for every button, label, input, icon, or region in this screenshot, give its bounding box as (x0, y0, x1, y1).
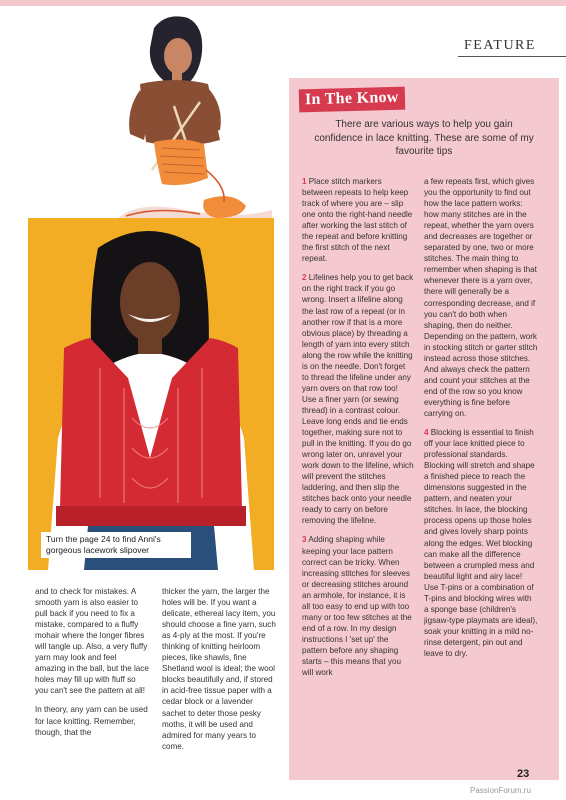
body-paragraph-3: thicker the yarn, the larger the holes will be. If you want a delicate, ethereal lacy item, you should choose a fine yarn, such as 4-ply at the most. If you're thinking of knitting heirloom pieces, like shawls, fine Shetland wool is ideal; the wool blocks beautifully and, if stored in acid-free tissue paper with a cedar block or a lavender sachet to deter those pesky moths, it will be used and admired for many years to come. (162, 587, 276, 751)
tip-2-text: Lifelines help you to get back on the right track if you go wrong. Insert a lifeline along the last row of a repeat (or in another row if that is a more obvious place) by threading a length of yarn into every stitch along the row while the knitting is on the needle. Don't forget to thread the lifeline under any yarn overs on that row too! Use a finer yarn (or sewing thread) in a contrast colour. Leave long ends and tie ends together, making sure not to pull in the knitting. If you do go wrong later on, unravel your work down to the lifeline, which will prevent the stitches laddering, and then slip the stitches back onto your needle ready to carry on before removing the lifeline. (302, 273, 414, 526)
tip-4-text: Blocking is essential to finish off your lace knitted piece to professional standards. Blocking will stretch and shape a finished piece to reach the dimensions suggested in the pattern, and neaten your stitches. In lace, the blocking process opens up those holes and gives lovely sharp points along the edges. Wet blocking can make all the difference between a crumpled mess and beautiful light and airy lace! Use T-pins or a combination of T-pins and blocking wires with a sponge base (children's jigsaw-type playmats are ideal), soak your knitting in a mild no-rinse detergent, pin out and leave to dry. (424, 428, 538, 658)
tip-3-text: Adding shaping while keeping your lace pattern correct can be tricky. When increasing stitches for sleeves or decreasing stitches around an armhole, for instance, it is all too easy to end up with too many or too few stitches at the end of a row. In my design instructions I 'set up' the pattern before any shaping starts – this means that you will work (302, 535, 412, 678)
panel-column-right (424, 176, 538, 667)
tip-2-number: 2 (302, 273, 307, 283)
body-column-2 (162, 586, 278, 760)
panel-column-left (302, 176, 414, 686)
tip-3-number: 3 (302, 535, 307, 545)
page-number: 23 (517, 768, 530, 780)
body-paragraph-2: In theory, any yarn can be used for lace knitting. Remember, though, that the (35, 705, 148, 737)
tip-4 (424, 427, 538, 659)
tip-3 (302, 534, 414, 678)
model-photo (28, 218, 274, 570)
knitting-illustration (96, 10, 272, 220)
panel-intro: There are various ways to help you gain confidence in lace knitting. These are some of my favourite tips (314, 119, 534, 157)
top-accent-bar (0, 0, 566, 6)
section-label: FEATURE (464, 38, 536, 53)
body-paragraph-1: and to check for mistakes. A smooth yarn is also easier to pull back if you need to fix a mistake, compared to a fluffy mohair where the longer fibres will tangle up. Also, a very fluffy yarn may look and feel amazing in the ball, but the lace holes may fill up with fluff so you can't see the pattern at all! (35, 587, 149, 696)
tip-4-number: 4 (424, 428, 429, 438)
watermark: PassionForum.ru (470, 786, 531, 795)
tip-1-text: Place stitch markers between repeats to help keep track of where you are – slip one onto the right-hand needle after working the last stitch of the repeat and before knitting the first stitch of the next repeat. (302, 177, 413, 264)
panel-title: In The Know (299, 87, 405, 113)
section-rule (458, 56, 566, 57)
photo-caption: Turn the page 24 to find Anni's gorgeous lacework slipover (41, 532, 191, 558)
tip-1-number: 1 (302, 177, 307, 186)
tip-2 (302, 272, 414, 526)
tip-1 (302, 176, 414, 264)
tip-3-continued: a few repeats first, which gives you the opportunity to find out how the lace pattern works: how many stitches are in the repeat, whether the yarn overs and decreases are together or separated by one, two or more stitches. The main thing to remember when shaping is that whenever there is a yarn over, there will generally be a corresponding decrease, and if you can't do both when shaping, then do neither. Depending on the pattern, work in stocking stitch or garter stitch instead across those stitches. And always check the pattern and count your stitches at the end of the row so you know everything is fine before carrying on. (424, 177, 538, 418)
body-column-1 (35, 586, 149, 746)
